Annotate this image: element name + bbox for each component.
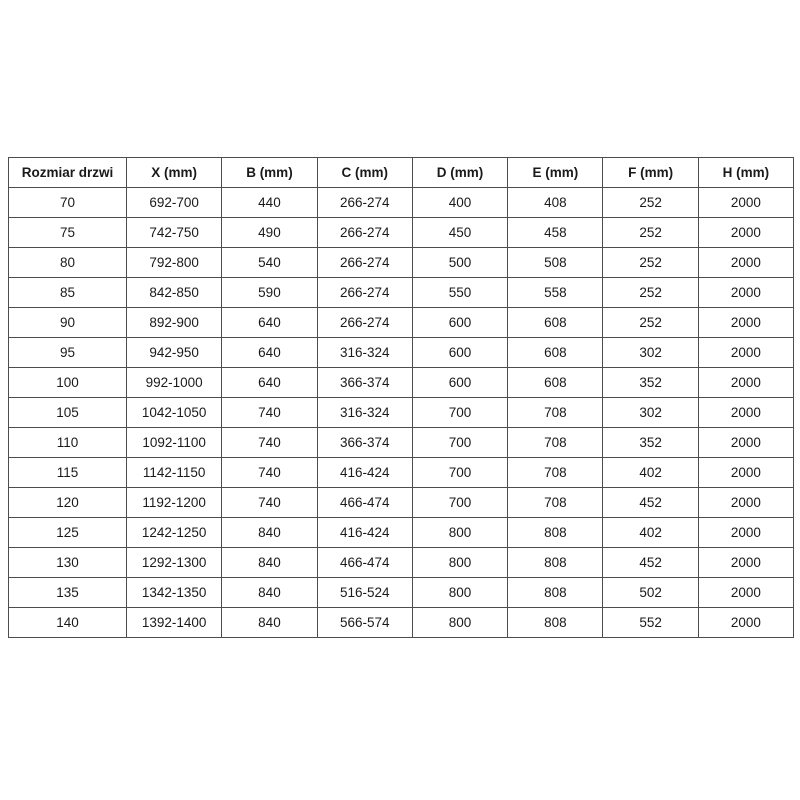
table-cell: 840: [222, 518, 317, 548]
table-cell: 115: [9, 458, 127, 488]
column-header: H (mm): [698, 158, 793, 188]
table-cell: 75: [9, 218, 127, 248]
table-cell: 740: [222, 428, 317, 458]
table-cell: 566-574: [317, 608, 412, 638]
table-cell: 302: [603, 338, 698, 368]
table-cell: 2000: [698, 428, 793, 458]
table-cell: 2000: [698, 308, 793, 338]
table-cell: 842-850: [127, 278, 222, 308]
table-cell: 2000: [698, 458, 793, 488]
table-cell: 808: [508, 548, 603, 578]
table-cell: 2000: [698, 488, 793, 518]
table-cell: 140: [9, 608, 127, 638]
table-cell: 2000: [698, 368, 793, 398]
table-cell: 2000: [698, 608, 793, 638]
table-cell: 135: [9, 578, 127, 608]
table-cell: 1042-1050: [127, 398, 222, 428]
table-cell: 1342-1350: [127, 578, 222, 608]
table-cell: 452: [603, 548, 698, 578]
table-cell: 1092-1100: [127, 428, 222, 458]
table-row: [9, 578, 794, 608]
table-cell: 1392-1400: [127, 608, 222, 638]
table-cell: 2000: [698, 278, 793, 308]
door-size-table: [8, 157, 794, 638]
table-cell: 590: [222, 278, 317, 308]
table-cell: 252: [603, 278, 698, 308]
table-cell: 708: [508, 488, 603, 518]
table-cell: 266-274: [317, 278, 412, 308]
table-row: [9, 308, 794, 338]
table-row: [9, 278, 794, 308]
table-cell: 708: [508, 428, 603, 458]
table-cell: 608: [508, 338, 603, 368]
table-cell: 252: [603, 218, 698, 248]
table-row: [9, 518, 794, 548]
table-cell: 608: [508, 308, 603, 338]
table-cell: 490: [222, 218, 317, 248]
column-header: D (mm): [412, 158, 507, 188]
table-cell: 95: [9, 338, 127, 368]
table-row: [9, 338, 794, 368]
table-cell: 466-474: [317, 548, 412, 578]
table-cell: 1292-1300: [127, 548, 222, 578]
table-cell: 740: [222, 488, 317, 518]
table-cell: 352: [603, 368, 698, 398]
table-cell: 266-274: [317, 188, 412, 218]
table-cell: 252: [603, 308, 698, 338]
table-cell: 1192-1200: [127, 488, 222, 518]
table-cell: 1142-1150: [127, 458, 222, 488]
table-cell: 80: [9, 248, 127, 278]
table-cell: 808: [508, 608, 603, 638]
table-cell: 105: [9, 398, 127, 428]
table-cell: 600: [412, 368, 507, 398]
table-cell: 508: [508, 248, 603, 278]
table-cell: 366-374: [317, 368, 412, 398]
table-cell: 792-800: [127, 248, 222, 278]
table-row: [9, 248, 794, 278]
table-cell: 316-324: [317, 338, 412, 368]
table-cell: 70: [9, 188, 127, 218]
table-cell: 992-1000: [127, 368, 222, 398]
table-row: [9, 608, 794, 638]
table-cell: 942-950: [127, 338, 222, 368]
table-cell: 840: [222, 548, 317, 578]
table-cell: 840: [222, 608, 317, 638]
table-cell: 366-374: [317, 428, 412, 458]
table-cell: 252: [603, 248, 698, 278]
table-cell: 742-750: [127, 218, 222, 248]
table-cell: 408: [508, 188, 603, 218]
table-cell: 800: [412, 578, 507, 608]
table-cell: 352: [603, 428, 698, 458]
table-cell: 540: [222, 248, 317, 278]
table-cell: 130: [9, 548, 127, 578]
table-cell: 516-524: [317, 578, 412, 608]
table-cell: 558: [508, 278, 603, 308]
table-cell: 266-274: [317, 218, 412, 248]
table-cell: 85: [9, 278, 127, 308]
table-cell: 740: [222, 398, 317, 428]
table-cell: 402: [603, 458, 698, 488]
table-row: [9, 368, 794, 398]
table-cell: 550: [412, 278, 507, 308]
table-cell: 700: [412, 488, 507, 518]
table-cell: 692-700: [127, 188, 222, 218]
table-cell: 700: [412, 428, 507, 458]
table-row: [9, 398, 794, 428]
table-row: [9, 188, 794, 218]
table-cell: 808: [508, 518, 603, 548]
table-cell: 1242-1250: [127, 518, 222, 548]
table-cell: 2000: [698, 548, 793, 578]
table-cell: 2000: [698, 248, 793, 278]
column-header: C (mm): [317, 158, 412, 188]
table-cell: 840: [222, 578, 317, 608]
table-cell: 640: [222, 308, 317, 338]
table-cell: 466-474: [317, 488, 412, 518]
table-cell: 416-424: [317, 518, 412, 548]
table-cell: 608: [508, 368, 603, 398]
table-row: [9, 428, 794, 458]
table-cell: 110: [9, 428, 127, 458]
table-cell: 2000: [698, 398, 793, 428]
table-cell: 708: [508, 398, 603, 428]
table-cell: 266-274: [317, 248, 412, 278]
table-cell: 800: [412, 518, 507, 548]
table-cell: 640: [222, 338, 317, 368]
table-cell: 302: [603, 398, 698, 428]
table-cell: 120: [9, 488, 127, 518]
table-cell: 2000: [698, 218, 793, 248]
table-cell: 502: [603, 578, 698, 608]
table-cell: 452: [603, 488, 698, 518]
table-cell: 316-324: [317, 398, 412, 428]
table-cell: 402: [603, 518, 698, 548]
table-cell: 600: [412, 338, 507, 368]
table-cell: 458: [508, 218, 603, 248]
table-cell: 2000: [698, 578, 793, 608]
table-cell: 2000: [698, 518, 793, 548]
table-cell: 552: [603, 608, 698, 638]
table-cell: 700: [412, 398, 507, 428]
table-cell: 808: [508, 578, 603, 608]
table-cell: 700: [412, 458, 507, 488]
table-cell: 600: [412, 308, 507, 338]
header-row: [9, 158, 794, 188]
table-cell: 2000: [698, 338, 793, 368]
table-cell: 640: [222, 368, 317, 398]
table-cell: 708: [508, 458, 603, 488]
table-cell: 90: [9, 308, 127, 338]
table-row: [9, 218, 794, 248]
table-cell: 100: [9, 368, 127, 398]
table-body: [9, 188, 794, 638]
column-header: F (mm): [603, 158, 698, 188]
column-header: E (mm): [508, 158, 603, 188]
table-cell: 500: [412, 248, 507, 278]
column-header: Rozmiar drzwi: [9, 158, 127, 188]
table-cell: 125: [9, 518, 127, 548]
table-row: [9, 488, 794, 518]
table-cell: 740: [222, 458, 317, 488]
table-cell: 2000: [698, 188, 793, 218]
table-cell: 266-274: [317, 308, 412, 338]
table-row: [9, 548, 794, 578]
table-row: [9, 458, 794, 488]
table-cell: 416-424: [317, 458, 412, 488]
table-cell: 252: [603, 188, 698, 218]
table-cell: 440: [222, 188, 317, 218]
table-cell: 892-900: [127, 308, 222, 338]
table-cell: 800: [412, 548, 507, 578]
table-cell: 800: [412, 608, 507, 638]
column-header: X (mm): [127, 158, 222, 188]
column-header: B (mm): [222, 158, 317, 188]
table-cell: 400: [412, 188, 507, 218]
table-cell: 450: [412, 218, 507, 248]
